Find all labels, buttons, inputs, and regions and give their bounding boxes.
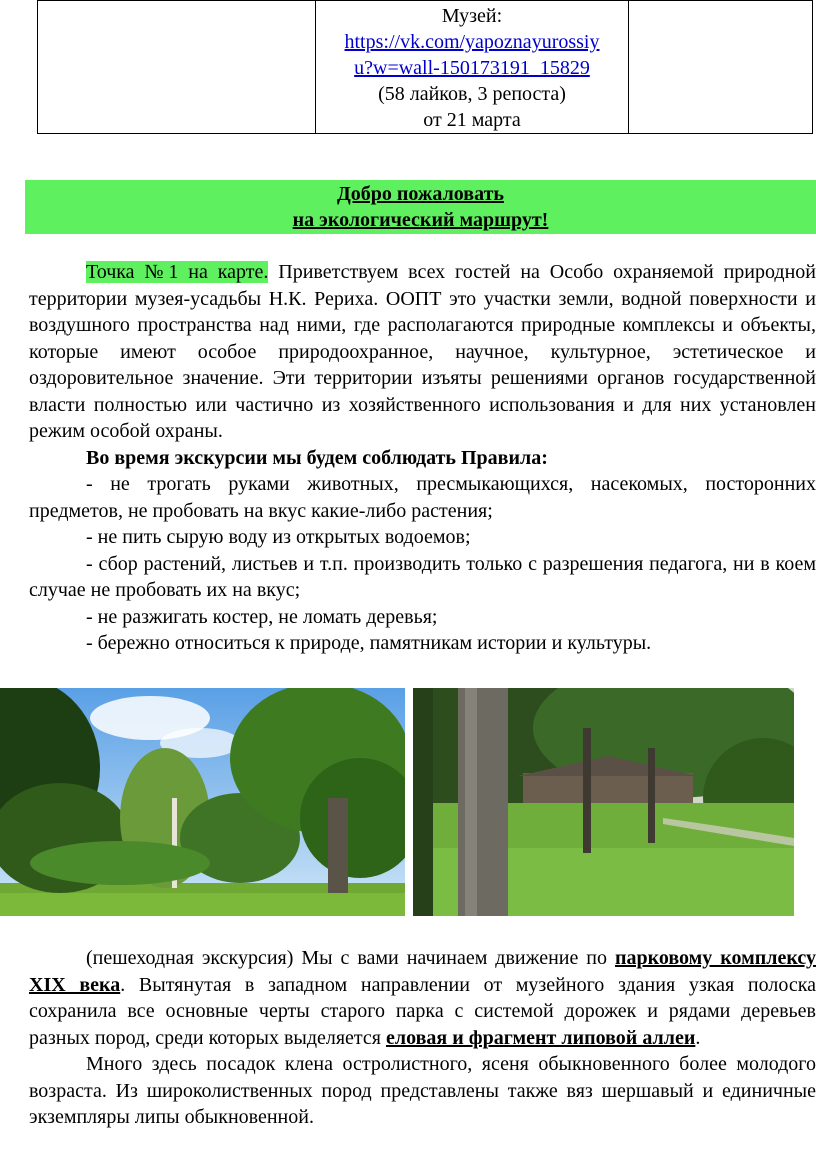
park-trees-photo (0, 688, 405, 916)
stats-text: (58 лайков, 3 репоста) (378, 83, 566, 105)
trees-paragraph: Много здесь посадок клена остролистного, ясеня обыкновенного более молодого возраста. Из широколиственных пород представлены также вяз шершавый и единичные экземпляры липы обыкновенной. (29, 1053, 816, 1128)
park-text-end: . (695, 1026, 701, 1049)
section2-text (29, 945, 816, 1131)
vk-link-line2: u?w=wall-150173191_15829 (354, 57, 590, 79)
banner-line1: Добро пожаловать (337, 183, 504, 205)
table-cell-empty-right (629, 1, 813, 134)
rule-item: - не пить сырую воду из открытых водоемов; (86, 526, 471, 548)
vk-link-line1: https://vk.com/yapoznayurossiy (344, 31, 600, 53)
intro-text: Приветствуем всех гостей на Особо охраняемой природной территории музея-усадьбы Н.К. Рериха. ООПТ это участки земли, водной поверхности и воздушного пространства над ними, где располагаются природные комплексы и объекты, которые имеют особое природоохранное, научное, культурное, эстетическое и оздоровительное значение. Эти территории изъяты решениями органов государственной власти полностью или частично из хозяйственного использования и для них установлен режим особой охраны. (29, 261, 816, 442)
table-row (38, 1, 813, 134)
date-text: от 21 марта (423, 109, 521, 131)
rules-heading: Во время экскурсии мы будем соблюдать Правила: (86, 446, 548, 469)
park-path-house-photo (413, 688, 794, 916)
table-cell-empty-left (38, 1, 316, 134)
rule-item: - не разжигать костер, не ломать деревья; (86, 605, 438, 628)
park-text-start: (пешеходная экскурсия) Мы с вами начинаем движение по (86, 947, 615, 969)
point-label: Точка №1 на карте. (86, 261, 269, 283)
park-paragraph (29, 945, 816, 1051)
section1-text (29, 259, 816, 657)
park-text-mid: . Вытянутая в западном направлении от музейного здания узкая полоска сохранила все основные черты старого парка с системой дорожек и рядами деревьев разных пород, среди которых выделяется (29, 973, 816, 1049)
rule-item: - сбор растений, листьев и т.п. производить только с разрешения педагога, ни в коем случае не пробовать их на вкус; (29, 552, 816, 601)
rule-item: - бережно относиться к природе, памятникам истории и культуры. (86, 632, 652, 654)
park-complex-emphasis: парковому комплексу XIX века (29, 947, 816, 996)
info-table (37, 0, 813, 134)
table-cell-museum (316, 1, 629, 134)
museum-label: Музей: (441, 5, 503, 27)
rule-item: - не трогать руками животных, пресмыкающихся, насекомых, посторонних предметов, не пробовать на вкус какие-либо растения; (29, 473, 816, 522)
welcome-banner (25, 180, 816, 234)
alley-emphasis: еловая и фрагмент липовой аллеи (386, 1026, 696, 1049)
intro-paragraph (29, 259, 816, 445)
vk-link[interactable] (345, 31, 600, 79)
banner-line2: на экологический маршрут! (292, 209, 549, 231)
